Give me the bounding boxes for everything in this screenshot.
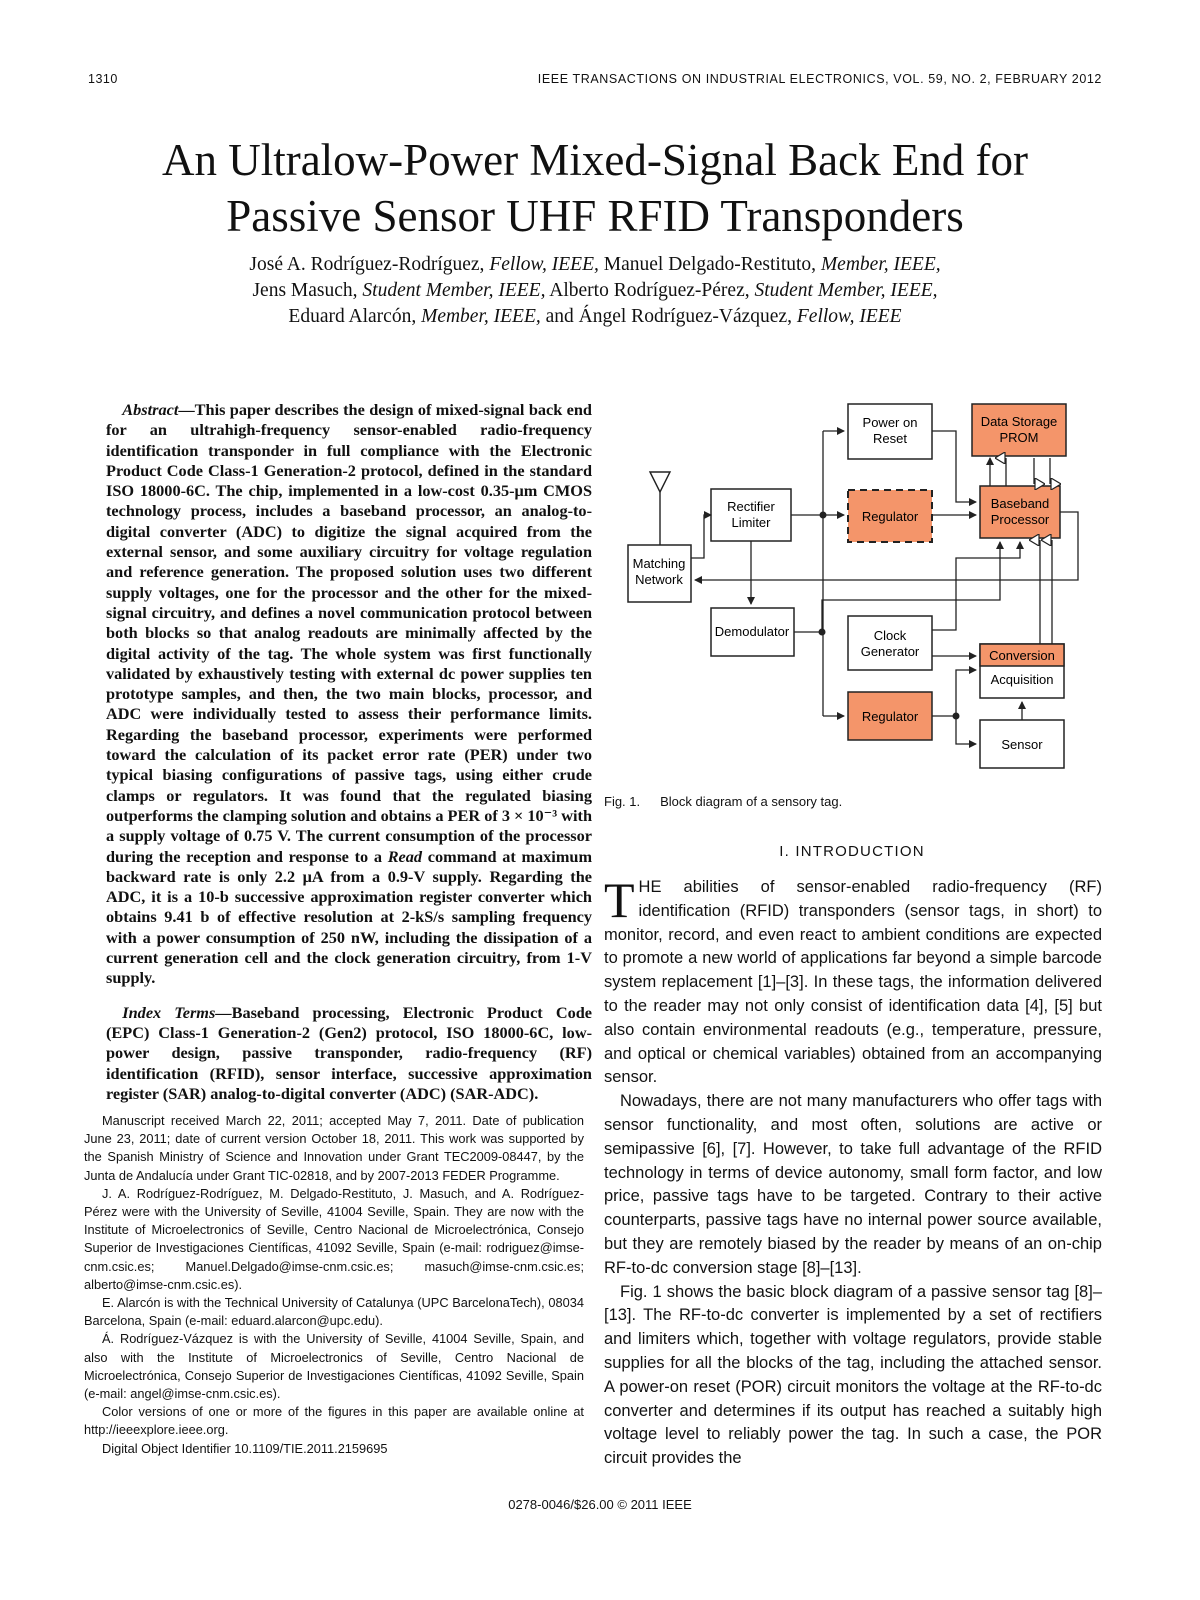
intro-paragraph-1 [604,872,1102,1090]
block-clock-generator [848,616,932,670]
page-number: 1310 [88,72,118,86]
paper-title [88,132,1102,244]
section-heading: I. INTRODUCTION [779,843,925,860]
footnote: E. Alarcón is with the Technical University of Catalunya (UPC BarcelonaTech), 08034 Barcelona, Spain (e-mail: eduard.alarcon@upc.edu). [84,1295,584,1329]
block-diagram-svg [618,398,1098,778]
footnote: Color versions of one or more of the figures in this paper are available online at http://ieeexplore.ieee.org. [84,1404,584,1438]
block-label: Conversion [989,648,1055,663]
block-label: Power on [862,415,918,430]
author-name: Ángel Rodríguez-Vázquez, [578,306,792,327]
footnotes [84,1112,584,1458]
figure-caption [604,794,842,809]
author-name: José A. Rodríguez-Rodríguez, [249,254,485,275]
journal-header: IEEE TRANSACTIONS ON INDUSTRIAL ELECTRONICS, VOL. 59, NO. 2, FEBRUARY 2012 [537,72,1102,86]
block-label: Processor [990,512,1050,527]
author-name: Manuel Delgado-Restituto, [603,254,817,275]
block-label: Generator [860,644,920,659]
author-role: Member, IEEE, [820,254,941,275]
antenna-icon [650,472,670,545]
abstract-label: Abstract [122,400,179,419]
block-demodulator [711,608,794,656]
block-label: Data Storage [980,414,1058,429]
index-terms-dash: — [215,1002,232,1022]
figure-block-diagram [618,398,1098,778]
author-name: Alberto Rodríguez-Pérez, [549,280,750,301]
index-terms [106,1003,592,1104]
block-label: Regulator [861,509,919,524]
footnote: Á. Rodríguez-Vázquez is with the University of Seville, 41004 Seville, Spain, and also with the Institute of Microelectronics of Seville, Centro Nacional de Microelectrónica, Consejo Superior de Investigaciones Científicas, 41092 Seville, Spain (e-mail: angel@imse-cnm.csic.es). [84,1331,584,1402]
right-column-text [604,872,1102,1471]
block-label: Baseband [990,496,1050,511]
copyright-footer: 0278-0046/$26.00 © 2011 IEEE [508,1497,692,1512]
block-label: Sensor [1001,737,1043,752]
block-label: Demodulator [714,624,790,639]
author-name: Eduard Alarcón, [288,306,417,327]
intro-paragraph-2: Nowadays, there are not many manufacturers who offer tags with sensor functionality, and most often, solutions are active or semipassive [6], [7]. However, to take full advantage of the RFID technology in terms of device autonomy, small form factor, and low price, passive tags have to be targeted. Contrary to their active counterparts, passive tags have no internal power source available, but they are remotely biased by the reader by means of an on-chip RF-to-dc conversion stage [8]–[13]. [604,1092,1102,1277]
block-label: Limiter [731,515,771,530]
title-block [88,132,1102,330]
figure-number: Fig. 1. [604,794,641,809]
block-conversion-acquisition [980,644,1064,698]
block-label: PROM [999,430,1039,445]
figure-caption-text: Block diagram of a sensory tag. [660,794,843,809]
author-role: Student Member, IEEE, [362,280,546,301]
footnote: J. A. Rodríguez-Rodríguez, M. Delgado-Restituto, J. Masuch, and A. Rodríguez-Pérez were with the University of Seville, 41004 Seville, Spain. They are now with the Institute of Microelectronics of Seville, Centro Nacional de Microelectrónica, Consejo Superior de Investigaciones Científicas, 41092 Seville, Spain (e-mail: rodriguez@imse-cnm.csic.es; Manuel.Delgado@imse-cnm.csic.es; masuch@imse-cnm.csic.es; alberto@imse-cnm.csic.es). [84,1185,584,1292]
block-regulator-top [848,490,932,542]
block-label: Network [635,572,683,587]
author-role: Member, IEEE, [421,306,541,327]
block-data-storage [972,404,1066,456]
block-baseband-processor [980,486,1060,538]
footnote-doi: Digital Object Identifier 10.1109/TIE.2011.2159695 [102,1440,388,1456]
index-terms-label: Index Terms [122,1002,216,1022]
block-label: Reset [873,431,907,446]
abstract-dash: — [178,400,195,419]
block-label: Acquisition [990,672,1054,687]
author-role: Fellow, IEEE, [489,254,599,275]
block-regulator-bottom [848,692,932,740]
block-label: Clock [873,628,907,643]
block-power-on-reset [848,404,932,459]
author-name: Jens Masuch, [252,280,358,301]
author-separator: and [545,306,574,327]
block-rectifier-limiter [711,489,791,541]
block-sensor [980,720,1064,768]
block-matching-network [628,545,691,602]
drop-cap: T [604,872,635,928]
author-role: Student Member, IEEE, [754,280,938,301]
left-column [106,400,592,1120]
abstract-read-command: Read [387,846,423,866]
abstract-text-2: command at maximum backward rate is only 2.2 μA from a 0.9-V supply. Regarding the ADC, it is a 10-b successive approximation register converter which obtains 9.41 b of effective resolution at 2-kS/s sampling frequency with a power consumption of 250 nW, including the dissipation of a current generation cell and the clock generation circuitry, from 1-V supply. [106,846,593,988]
index-terms-text: Baseband processing, Electronic Product Code (EPC) Class-1 Generation-2 (Gen2) protocol, ISO 18000-6C, low-power design, passive transponder, radio-frequency (RF) identification (RFID), sensor interface, successive approximation register (SAR) analog-to-digital converter (ADC) (SAR-ADC). [106,1002,592,1103]
author-role: Fellow, IEEE [796,306,902,327]
author-list [88,252,1102,330]
block-label: Regulator [861,709,919,724]
intro-paragraph-3: Fig. 1 shows the basic block diagram of a passive sensor tag [8]–[13]. The RF-to-dc converter is implemented by a set of rectifiers and limiters which, together with voltage regulators, provide stable supplies for all the blocks of the tag, including the attached sensor. A power-on reset (POR) circuit monitors the voltage at the RF-to-dc converter and determines if its output has reached a suitably high voltage level to reliably power the tag. In such a case, the POR circuit provides the [604,1282,1102,1468]
block-label: Rectifier [727,499,775,514]
abstract [106,400,592,989]
footnote: Manuscript received March 22, 2011; accepted May 7, 2011. Date of publication June 23, 2011; date of current version October 18, 2011. This work was supported by the Spanish Ministry of Science and Innovation under Grant TEC2009-08447, by the Junta de Andalucía under Grant TIC-02818, and by 2007-2013 FEDER Programme. [84,1113,584,1183]
paragraph-text: HE abilities of sensor-enabled radio-frequency (RF) identification (RFID) transponders (sensor tags, in short) to monitor, record, and even react to ambient conditions are expected to promote a new world of applications far beyond a simple barcode system replacement [1]–[3]. In these tags, the information delivered to the reader may not only consist of identification data [4], [5] but also contain environmental readouts (e.g., temperature, pressure, and optical or chemical variables) obtained from an accompanying sensor. [604,878,1102,1087]
block-label: Matching [632,556,686,571]
abstract-text-1: This paper describes the design of mixed-signal back end for an ultrahigh-frequency sensor-enabled radio-frequency identification transponder in full compliance with the Electronic Product Code Class-1 Generation-2 protocol, defined in the standard ISO 18000-6C. The chip, implemented in a low-cost 0.35-μm CMOS technology process, includes a baseband processor, an analog-to-digital converter (ADC) to digitize the signal acquired from the external sensor, and some auxiliary circuitry for voltage regulation and reference generation. The proposed solution uses two different supply voltages, one for the processor and the other for the mixed-signal circuitry, and defines a novel communication protocol between both blocks so that analog readouts are minimally affected by the digital activity of the tag. The whole system was first functionally validated by exhaustively testing with external dc power supplies ten prototype samples, and then, the two main blocks, processor, and ADC were individually tested to assess their performance limits. Regarding the baseband processor, experiments were performed toward the calculation of its packet error rate (PER) under two typical biasing configurations of passive tags, using either crude clamps or regulators. It was found that the regulated biasing outperforms the clamping solution and obtains a PER of 3 × 10⁻³ with a supply voltage of 0.75 V. The current consumption of the processor during the reception and response to a [106,400,592,866]
title-line-1: An Ultralow-Power Mixed-Signal Back End for [161,135,1029,185]
title-line-2: Passive Sensor UHF RFID Transponders [226,191,964,241]
